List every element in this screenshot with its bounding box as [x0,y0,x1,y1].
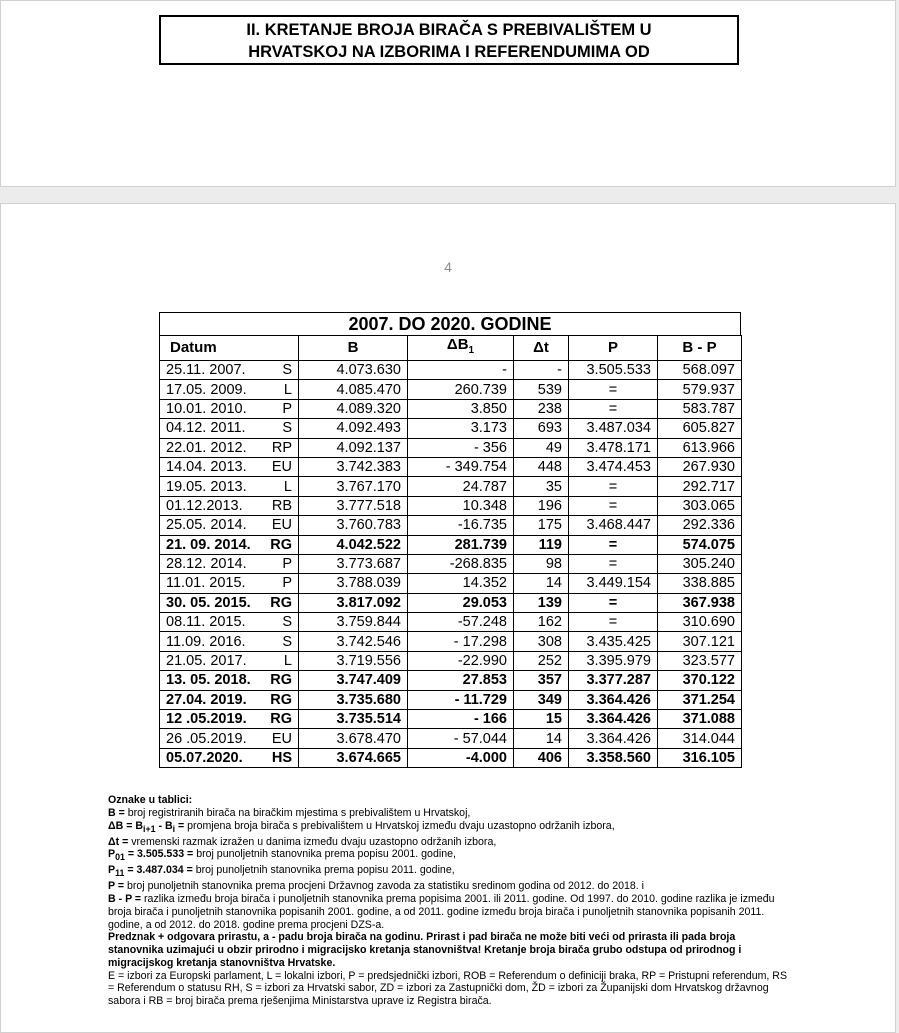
table-row [160,419,742,438]
table-row [160,613,742,632]
cell-b: 3.719.556 [299,651,408,670]
cell-b-minus-p: 292.717 [658,477,742,496]
cell-delta-b: - 17.298 [408,632,514,651]
cell-p: 3.435.425 [569,632,658,651]
legend-term: B = [108,806,125,819]
cell-election-type: EU [271,730,292,747]
cell-delta-t: 15 [514,710,569,729]
cell-delta-t: 693 [514,419,569,438]
cell-p: = [569,554,658,573]
cell-datum [160,516,299,535]
cell-delta-t: 162 [514,613,569,632]
cell-b: 4.073.630 [299,361,408,380]
legend-term-part: P [108,848,116,861]
cell-datum [160,710,299,729]
table-row [160,380,742,399]
legend-line-delta-b [108,820,788,836]
cell-election-type: RG [270,536,292,553]
table-row [160,671,742,690]
cell-election-type: EU [271,517,292,534]
cell-delta-b: - [408,361,514,380]
cell-date: 25.05. 2014. [166,517,247,534]
legend-line-p11 [108,864,788,880]
legend-subscript: 11 [115,868,125,879]
cell-delta-t: 196 [514,496,569,515]
legend-text: broj punoljetnih stanovnika prema popisu 2011. godine, [192,864,455,877]
cell-datum [160,574,299,593]
cell-b: 3.742.383 [299,457,408,476]
cell-b: 4.092.493 [299,419,408,438]
cell-p: 3.478.171 [569,438,658,457]
cell-b: 4.092.137 [299,438,408,457]
cell-date: 25.11. 2007. [166,362,246,379]
cell-datum [160,496,299,515]
cell-delta-t: - [514,361,569,380]
table-row [160,516,742,535]
cell-delta-b: -268.835 [408,554,514,573]
legend-term-part: = 3.505.533 = [124,848,194,861]
cell-delta-t: 349 [514,690,569,709]
voters-table [159,335,742,768]
cell-p: = [569,380,658,399]
cell-p: = [569,477,658,496]
cell-b-minus-p: 305.240 [658,554,742,573]
table-row [160,593,742,612]
header-delta-b-label: ΔB [446,336,469,353]
cell-date: 05.07.2020. [166,750,243,766]
cell-b-minus-p: 605.827 [658,419,742,438]
legend-line-b-minus-p [108,893,788,931]
cell-delta-b: - 166 [408,710,514,729]
section-title-line-2: HRVATSKOJ NA IZBORIMA I REFERENDUMIMA OD [248,43,650,61]
table-row [160,399,742,418]
cell-p: = [569,496,658,515]
legend-line-p01 [108,848,788,864]
cell-p: 3.505.533 [569,361,658,380]
cell-election-type: P [282,575,292,592]
cell-delta-b: -22.990 [408,651,514,670]
cell-date: 11.09. 2016. [166,633,246,650]
cell-datum [160,380,299,399]
cell-date: 01.12.2013. [166,497,243,514]
cell-date: 22.01. 2012. [166,439,247,456]
table-row [160,690,742,709]
table-header-row [160,336,742,361]
cell-election-type: P [282,400,292,417]
cell-b: 3.678.470 [299,729,408,748]
cell-datum [160,651,299,670]
cell-date: 12 .05.2019. [166,711,247,728]
legend-term-part: = [175,819,185,832]
cell-delta-b: -16.735 [408,516,514,535]
cell-date: 11.01. 2015. [166,575,246,592]
cell-p: 3.468.447 [569,516,658,535]
legend-bold-note: Predznak + odgovara prirastu, a - padu broja birača na godinu. Prirast i pad birača ne može biti veći od prirasta ili pada broja stanovnika uzimajući u obzir prirodno i migracijsko kretanja stanovništva! Kretanje broja birača grubo odstupa od prirodnog i migracijskog kretanja stanovništva Hrvatske. [108,931,742,969]
cell-election-type: L [283,653,292,670]
header-b: B [299,336,408,361]
cell-delta-b: - 349.754 [408,457,514,476]
cell-election-type: RG [270,691,292,708]
legend-text: vremenski razmak izražen u danima između dvaju uzastopno održanih izbora, [128,835,497,848]
cell-p: 3.377.287 [569,671,658,690]
cell-date: 27.04. 2019. [166,691,247,708]
cell-b-minus-p: 613.966 [658,438,742,457]
cell-p: 3.474.453 [569,457,658,476]
cell-datum [160,438,299,457]
legend-subscript: i [172,823,176,834]
header-delta-t: Δt [514,336,569,361]
cell-delta-t: 139 [514,593,569,612]
cell-b: 3.777.518 [299,496,408,515]
cell-delta-b: 24.787 [408,477,514,496]
legend-text: broj punoljetnih stanovnika prema popisu 2001. godine, [193,848,456,861]
cell-b: 3.735.514 [299,710,408,729]
cell-b-minus-p: 310.690 [658,613,742,632]
cell-delta-b: 10.348 [408,496,514,515]
legend-term-part: = 3.487.034 = [124,864,193,877]
cell-delta-b: 27.853 [408,671,514,690]
cell-p: 3.364.426 [569,710,658,729]
cell-b: 3.735.680 [299,690,408,709]
cell-date: 28.12. 2014. [166,556,247,573]
cell-election-type: RG [270,711,292,728]
cell-b-minus-p: 267.930 [658,457,742,476]
cell-p: 3.358.560 [569,748,658,767]
cell-b: 3.773.687 [299,554,408,573]
cell-b: 3.788.039 [299,574,408,593]
cell-election-type: RG [270,594,292,611]
cell-delta-b: -57.248 [408,613,514,632]
cell-election-type: RB [271,497,292,514]
cell-date: 26 .05.2019. [166,730,247,747]
legend-term: B - P = [108,892,142,905]
cell-p: = [569,613,658,632]
cell-datum [160,613,299,632]
legend-term [108,848,194,863]
cell-b: 4.085.470 [299,380,408,399]
cell-datum [160,554,299,573]
legend-line-delta-t [108,836,788,849]
cell-date: 04.12. 2011. [166,420,246,437]
legend-term-part: - B [155,819,173,832]
cell-election-type: S [282,420,292,437]
cell-b: 3.759.844 [299,613,408,632]
header-delta-b [408,336,514,361]
cell-datum [160,419,299,438]
legend-subscript: 01 [115,852,125,863]
cell-p: 3.449.154 [569,574,658,593]
cell-delta-b: - 57.044 [408,729,514,748]
cell-b: 3.767.170 [299,477,408,496]
header-b-minus-p: B - P [658,336,742,361]
cell-delta-b: 29.053 [408,593,514,612]
cell-delta-b: 281.739 [408,535,514,554]
cell-p: 3.364.426 [569,690,658,709]
cell-datum [160,671,299,690]
cell-delta-b: 3.173 [408,419,514,438]
cell-b-minus-p: 292.336 [658,516,742,535]
header-datum: Datum [160,336,299,361]
cell-delta-b: 14.352 [408,574,514,593]
cell-date: 14.04. 2013. [166,459,247,476]
voters-table-container [159,312,741,768]
header-delta-b-subscript: 1 [468,345,475,356]
table-title: 2007. DO 2020. GODINE [159,312,741,335]
cell-b-minus-p: 323.577 [658,651,742,670]
cell-delta-t: 308 [514,632,569,651]
cell-delta-t: 98 [514,554,569,573]
table-row [160,729,742,748]
cell-delta-t: 357 [514,671,569,690]
table-body [160,361,742,768]
table-row [160,651,742,670]
cell-b: 3.742.546 [299,632,408,651]
cell-p: 3.487.034 [569,419,658,438]
document-page-1 [0,0,896,187]
cell-datum [160,457,299,476]
cell-date: 10.01. 2010. [166,400,247,417]
cell-delta-t: 14 [514,729,569,748]
page-number: 4 [444,259,452,275]
cell-b-minus-p: 303.065 [658,496,742,515]
cell-b-minus-p: 579.937 [658,380,742,399]
table-row [160,632,742,651]
cell-election-type: P [282,556,292,573]
header-p: P [569,336,658,361]
cell-b-minus-p: 568.097 [658,361,742,380]
cell-p: 3.395.979 [569,651,658,670]
cell-election-type: S [282,614,292,631]
cell-delta-b: 3.850 [408,399,514,418]
cell-delta-t: 119 [514,535,569,554]
legend-text: promjena broja birača s prebivalištem u Hrvatskoj između dvaju uzastopno održanih izbora, [184,819,615,832]
legend-term [108,820,184,832]
cell-delta-b: -4.000 [408,748,514,767]
cell-b: 3.747.409 [299,671,408,690]
cell-b: 3.817.092 [299,593,408,612]
cell-date: 30. 05. 2015. [166,594,251,611]
cell-datum [160,593,299,612]
cell-b: 3.760.783 [299,516,408,535]
cell-election-type: S [282,633,292,650]
cell-election-type: L [283,381,292,398]
cell-datum [160,632,299,651]
cell-b: 4.089.320 [299,399,408,418]
cell-b: 4.042.522 [299,535,408,554]
legend-line-p [108,880,788,893]
cell-b-minus-p: 314.044 [658,729,742,748]
legend-line-b [108,807,788,820]
cell-date: 13. 05. 2018. [166,672,251,689]
table-row [160,477,742,496]
cell-date: 19.05. 2013. [166,478,247,495]
legend-term-part: ΔB = B [108,819,143,832]
cell-delta-b: 260.739 [408,380,514,399]
table-row [160,554,742,573]
legend-text: razlika između broja birača i punoljetnih stanovnika prema popisima 2001. ili 2011. godine. Od 1997. do 2010. godine razlika je između broja birača i punoljetnih stanovnika popisanih 2001. godine, a od 2011. godine između broja birača i punoljetnih stanovnika popisanih 2011. godine, a od 2012. do 2018. godine prema procjeni DZS-a. [108,892,775,931]
cell-delta-t: 14 [514,574,569,593]
section-title-line-1: II. KRETANJE BROJA BIRAČA S PREBIVALIŠTEM U [246,21,652,39]
cell-b-minus-p: 370.122 [658,671,742,690]
cell-b-minus-p: 316.105 [658,748,742,767]
legend-term-part: P [108,864,116,877]
cell-datum [160,748,299,767]
legend [108,794,788,1008]
table-row [160,710,742,729]
cell-datum [160,729,299,748]
cell-b-minus-p: 574.075 [658,535,742,554]
cell-election-type: S [282,362,292,379]
cell-b-minus-p: 371.088 [658,710,742,729]
cell-datum [160,690,299,709]
legend-term [108,864,193,879]
cell-election-type: RG [270,672,292,689]
cell-datum [160,535,299,554]
cell-delta-b: - 11.729 [408,690,514,709]
table-row [160,748,742,767]
cell-delta-t: 238 [514,399,569,418]
cell-delta-t: 49 [514,438,569,457]
cell-delta-t: 406 [514,748,569,767]
cell-datum [160,361,299,380]
legend-term: Δt = [108,835,129,848]
cell-delta-t: 35 [514,477,569,496]
cell-date: 21.05. 2017. [166,653,247,670]
table-row [160,535,742,554]
legend-heading: Oznake u tablici: [108,794,193,806]
cell-date: 08.11. 2015. [166,614,246,631]
cell-b-minus-p: 367.938 [658,593,742,612]
cell-datum [160,399,299,418]
legend-text: broj punoljetnih stanovnika prema procjeni Državnog zavoda za statistiku sredinom godina od 2012. do 2018. i [124,880,645,893]
cell-b-minus-p: 371.254 [658,690,742,709]
cell-delta-t: 175 [514,516,569,535]
cell-p: = [569,399,658,418]
cell-election-type: L [283,478,292,495]
table-row [160,361,742,380]
cell-delta-t: 539 [514,380,569,399]
cell-p: = [569,593,658,612]
cell-date: 17.05. 2009. [166,381,247,398]
table-row [160,574,742,593]
cell-b-minus-p: 583.787 [658,399,742,418]
cell-b: 3.674.665 [299,748,408,767]
document-page-2 [0,203,896,1033]
cell-election-type: EU [271,459,292,476]
legend-term: P = [108,880,125,893]
cell-delta-t: 252 [514,651,569,670]
section-title-box [159,15,739,65]
table-row [160,457,742,476]
legend-subscript: i+1 [143,823,156,834]
cell-b-minus-p: 307.121 [658,632,742,651]
legend-abbreviations: E = izbori za Europski parlament, L = lokalni izbori, P = predsjednički izbori, ROB = Referendum o definiciji braka, RP = Pristupni referendum, RS = Referendum o statusu RH, S = izbori za Hrvatski sabor, ZD = izbori za Zastupnički dom, ŽD = izbori za Županijski dom Hrvatskog državnog sabora i RB = broj birača prema rješenjima Ministarstva uprave iz Registra birača. [108,969,788,1008]
cell-delta-t: 448 [514,457,569,476]
cell-election-type: HS [271,750,292,766]
cell-datum [160,477,299,496]
cell-p: 3.364.426 [569,729,658,748]
table-row [160,496,742,515]
table-row [160,438,742,457]
cell-delta-b: - 356 [408,438,514,457]
cell-date: 21. 09. 2014. [166,536,251,553]
legend-text: broj registriranih birača na biračkim mjestima s prebivalištem u Hrvatskoj, [124,806,471,819]
cell-election-type: RP [271,439,292,456]
cell-b-minus-p: 338.885 [658,574,742,593]
cell-p: = [569,535,658,554]
